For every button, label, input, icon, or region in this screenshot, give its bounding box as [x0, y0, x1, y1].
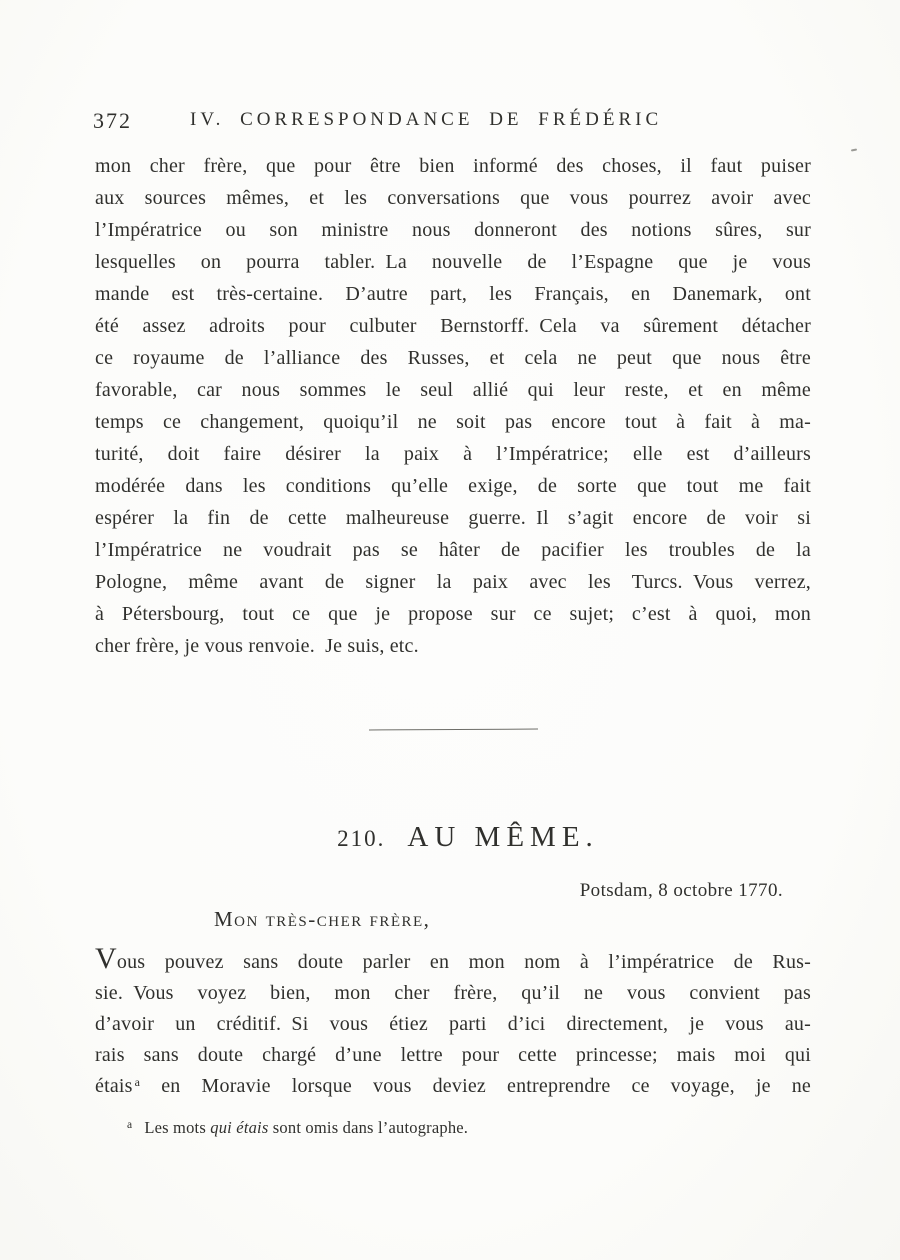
letter-209-body: [95, 150, 811, 662]
text-line: rais sans doute chargé d’une lettre pour cette princesse; mais moi qui: [95, 1044, 811, 1066]
footnote-text-italic: qui étais: [210, 1118, 269, 1137]
text-line-with-note: [95, 1071, 811, 1102]
letter-heading: [18, 821, 900, 854]
text-line: été assez adroits pour culbuter Bernstorff. Cela va sûrement détacher: [95, 315, 811, 337]
letter-number: 210.: [337, 826, 386, 851]
text-line-last: cher frère, je vous renvoie. Je suis, etc.: [95, 635, 419, 657]
letter-title: AU MÊME.: [407, 821, 599, 853]
text-line-fragment: ous pouvez sans doute parler en mon nom à l’impératrice de Rus-: [116, 951, 811, 973]
text-line: lesquelles on pourra tabler. La nouvelle de l’Espagne que je vous: [95, 251, 811, 273]
text-line: mande est très-certaine. D’autre part, les Français, en Danemark, ont: [95, 283, 811, 305]
text-line: l’Impératrice ne voudrait pas se hâter de pacifier les troubles de la: [95, 539, 811, 561]
text-line: espérer la fin de cette malheureuse guerre. Il s’agit encore de voir si: [95, 507, 811, 529]
letter-210-body: [95, 947, 811, 1102]
page-number: 372: [93, 108, 132, 133]
text-line: modérée dans les conditions qu’elle exige, de sorte que tout me fait: [95, 475, 811, 497]
text-line: aux sources mêmes, et les conversations que vous pourrez avoir avec: [95, 187, 811, 209]
text-line: turité, doit faire désirer la paix à l’Impératrice; elle est d’ailleurs: [95, 443, 811, 465]
footnote-marker: a: [127, 1119, 133, 1131]
dateline: Potsdam, 8 octobre 1770.: [579, 880, 783, 901]
text-line-fragment: étais: [95, 1075, 133, 1097]
salutation: Mon très-cher frère,: [214, 907, 431, 931]
page-header: [0, 106, 900, 140]
initial-capital: V: [95, 947, 117, 975]
text-line: temps ce changement, quoiqu’il ne soit pas encore tout à fait à ma-: [95, 411, 811, 433]
text-line: Pologne, même avant de signer la paix avec les Turcs. Vous verrez,: [95, 571, 811, 593]
text-line-dropcap: [95, 947, 811, 978]
footnote-text-suffix: sont omis dans l’autographe.: [268, 1118, 469, 1137]
footnote-reference: a: [134, 1075, 141, 1089]
text-line-fragment: en Moravie lorsque vous deviez entreprendre ce voyage, je ne: [140, 1075, 811, 1097]
text-line: l’Impératrice ou son ministre nous donneront des notions sûres, sur: [95, 219, 811, 241]
text-line: à Pétersbourg, tout ce que je propose sur ce sujet; c’est à quoi, mon: [95, 603, 811, 625]
running-title: IV. CORRESPONDANCE DE FRÉDÉRIC: [190, 109, 663, 130]
section-divider: [369, 729, 538, 731]
scan-artifact-mark: [851, 148, 857, 151]
text-line: mon cher frère, que pour être bien informé des choses, il faut puiser: [95, 155, 811, 177]
text-line: favorable, car nous sommes le seul allié qui leur reste, et en même: [95, 379, 811, 401]
text-line: sie. Vous voyez bien, mon cher frère, qu’il ne vous convient pas: [95, 982, 811, 1004]
footnote: [127, 1118, 468, 1138]
text-line: d’avoir un créditif. Si vous étiez parti d’ici directement, je vous au-: [95, 1013, 811, 1035]
footnote-text-prefix: Les mots: [144, 1118, 211, 1137]
text-line: ce royaume de l’alliance des Russes, et cela ne peut que nous être: [95, 347, 811, 369]
